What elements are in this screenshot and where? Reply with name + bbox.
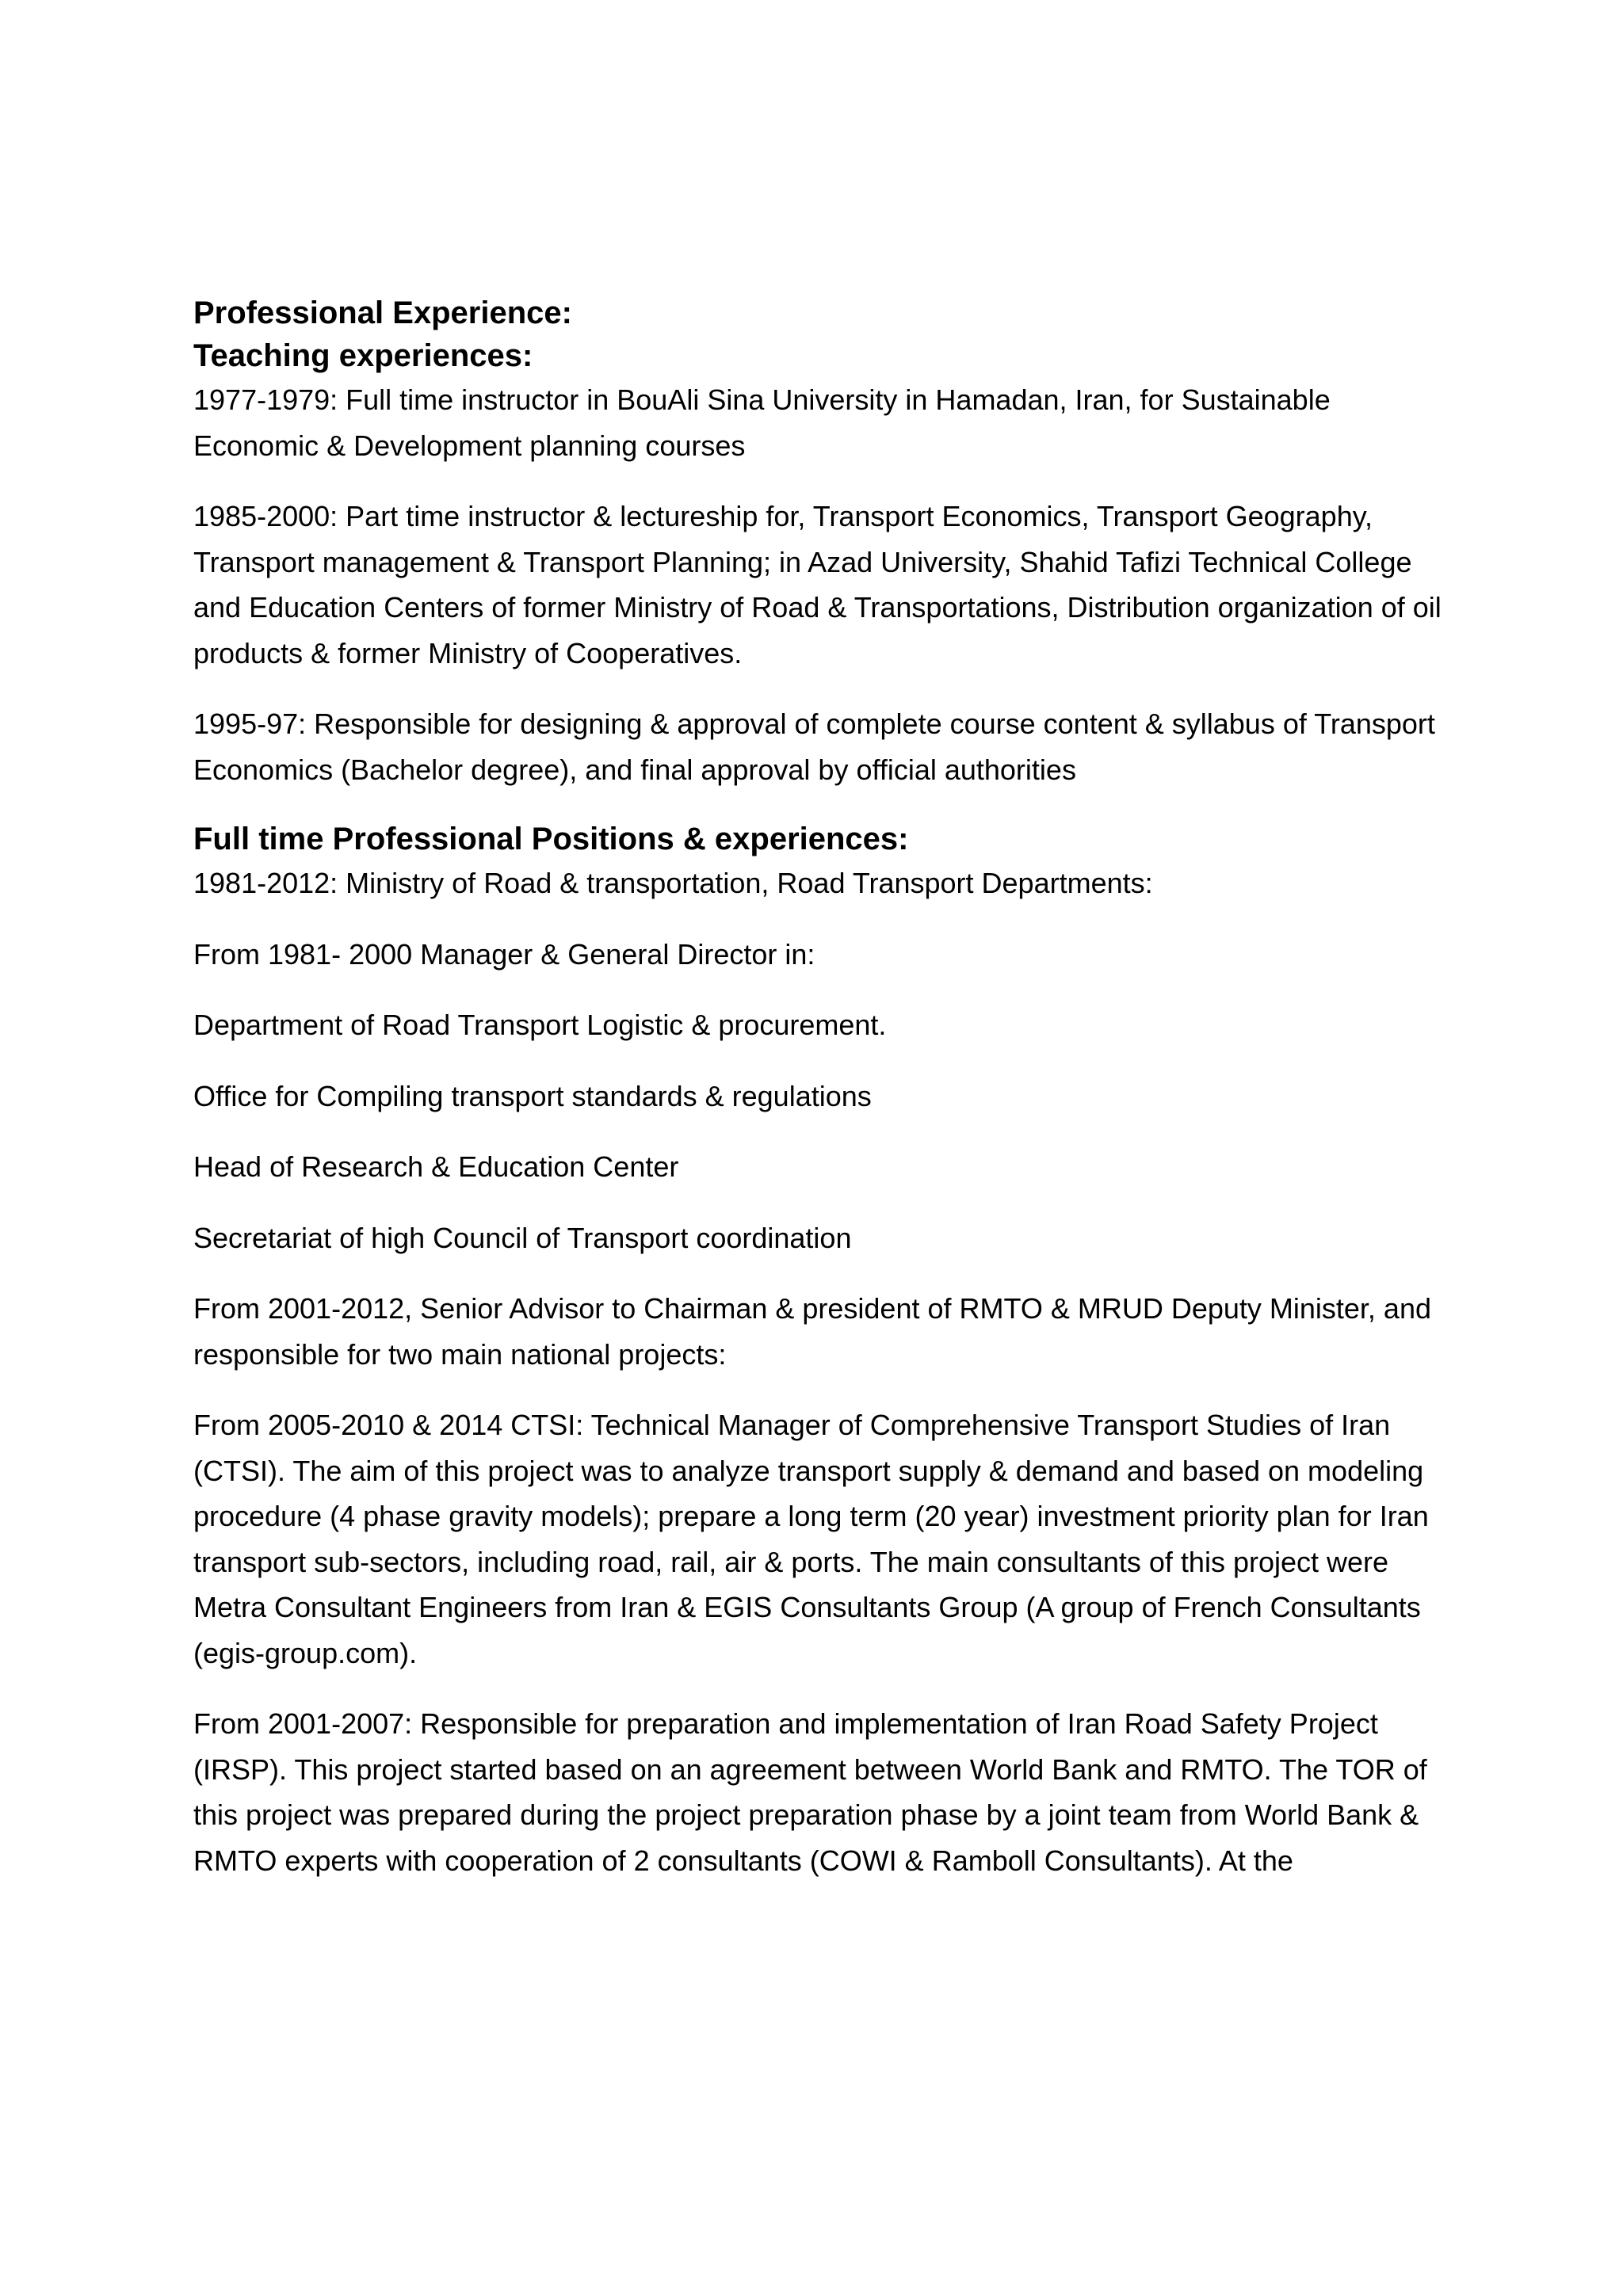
paragraph-teaching-1977: 1977-1979: Full time instructor in BouAli Sina University in Hamadan, Iran, for Sustainable Economic & Development planning courses bbox=[193, 383, 1331, 462]
paragraph-research-center: Head of Research & Education Center bbox=[193, 1150, 679, 1183]
paragraph-logistic-department: Department of Road Transport Logistic & procurement. bbox=[193, 1009, 887, 1041]
paragraph-council-secretariat: Secretariat of high Council of Transport coordination bbox=[193, 1221, 852, 1254]
heading-teaching-experiences: Teaching experiences: bbox=[193, 338, 533, 373]
paragraph-manager-1981-2000: From 1981- 2000 Manager & General Director in: bbox=[193, 937, 815, 971]
paragraph-teaching-1995: 1995-97: Responsible for designing & approval of complete course content & syllabus of Transport Economics (Bachelor degree), and final approval by official authorities bbox=[193, 707, 1435, 786]
section-title-professional-experience: Professional Experience: bbox=[193, 296, 572, 330]
document-body bbox=[193, 292, 1445, 1909]
paragraph-irsp: From 2001-2007: Responsible for preparation and implementation of Iran Road Safety Project (IRSP). This project started based on an agreement between World Bank and RMTO. The TOR of this project was prepared during the project preparation phase by a joint team from World Bank & RMTO experts with cooperation of 2 consultants (COWI & Ramboll Consultants). At the bbox=[193, 1707, 1427, 1877]
paragraph-teaching-1985: 1985-2000: Part time instructor & lectureship for, Transport Economics, Transport Geography, Transport management & Transport Planning; in Azad University, Shahid Tafizi Technical College and Education Centers of former Ministry of Road & Transportations, Distribution organization of oil products & former Ministry of Cooperatives. bbox=[193, 500, 1442, 669]
paragraph-senior-advisor: From 2001-2012, Senior Advisor to Chairman & president of RMTO & MRUD Deputy Minister, and responsible for two main national projects: bbox=[193, 1292, 1431, 1371]
paragraph-ctsi: From 2005-2010 & 2014 CTSI: Technical Manager of Comprehensive Transport Studies of Iran (CTSI). The aim of this project was to analyze transport supply & demand and based on modeling procedure (4 phase gravity models); prepare a long term (20 year) investment priority plan for Iran transport sub-sectors, including road, rail, air & ports. The main consultants of this project were Metra Consultant Engineers from Iran & EGIS Consultants Group (A group of French Consultants (egis-group.com). bbox=[193, 1409, 1429, 1669]
paragraph-standards-office: Office for Compiling transport standards & regulations bbox=[193, 1079, 872, 1112]
paragraph-ministry-1981-2012: 1981-2012: Ministry of Road & transportation, Road Transport Departments: bbox=[193, 867, 1153, 899]
heading-full-time-positions: Full time Professional Positions & experiences: bbox=[193, 822, 909, 856]
